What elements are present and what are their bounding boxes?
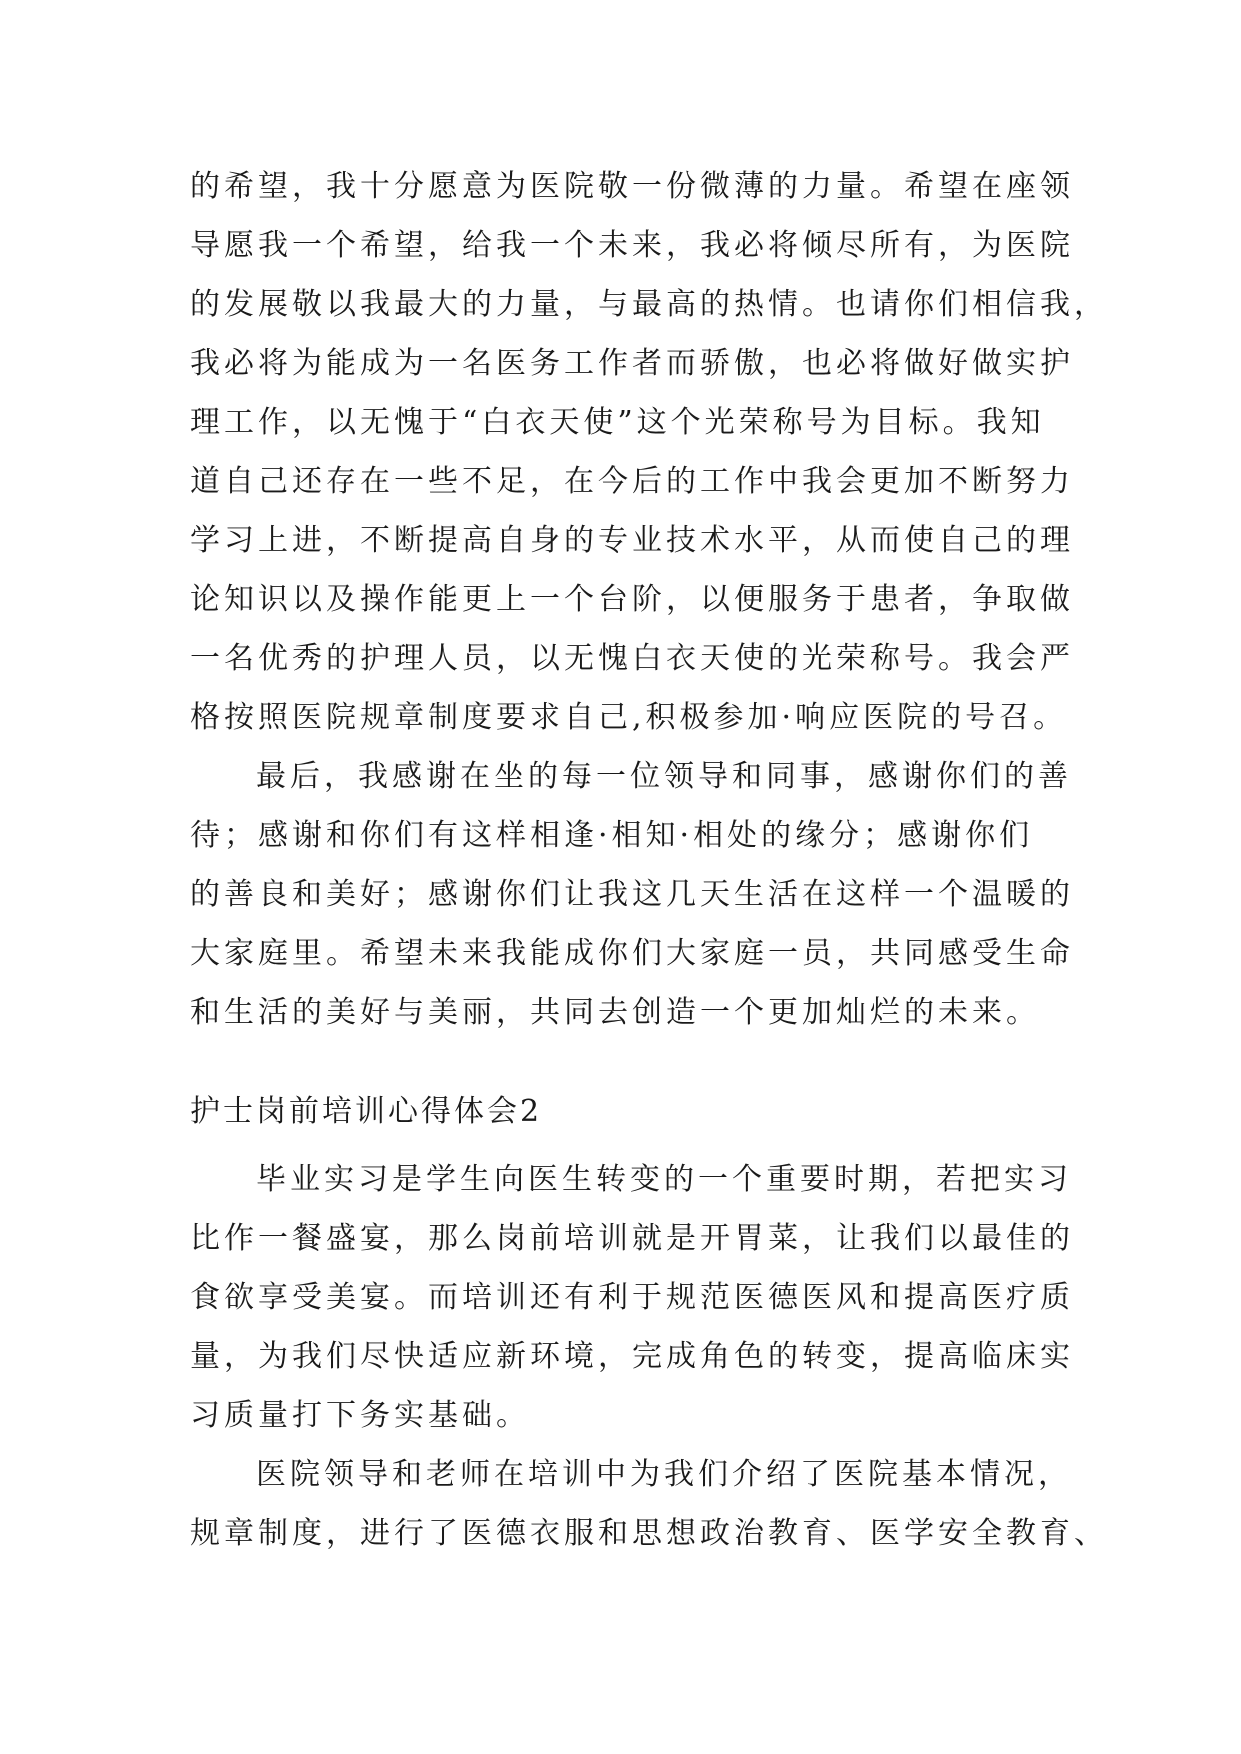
text-line: 论知识以及操作能更上一个台阶，以便服务于患者，争取做 — [190, 582, 1074, 617]
text-line: 规章制度，进行了医德衣服和思想政治教育、医学安全教育、 — [190, 1516, 1108, 1551]
text-line: 食欲享受美宴。而培训还有利于规范医德医风和提高医疗质 — [190, 1280, 1074, 1315]
text-line: 的发展敬以我最大的力量，与最高的热情。也请你们相信我， — [190, 287, 1108, 322]
text-line: 格按照医院规章制度要求自己,积极参加·响应医院的号召。 — [190, 700, 1068, 735]
paragraph-start-line: 最后，我感谢在坐的每一位领导和同事，感谢你们的善 — [256, 759, 1072, 794]
text-line: 导愿我一个希望，给我一个未来，我必将倾尽所有，为医院 — [190, 228, 1074, 263]
text-line: 的希望，我十分愿意为医院敬一份微薄的力量。希望在座领 — [190, 169, 1074, 204]
text-line: 比作一餐盛宴，那么岗前培训就是开胃菜，让我们以最佳的 — [190, 1221, 1074, 1256]
document-body-section-1 — [190, 157, 1108, 1042]
text-line: 学习上进，不断提高自身的专业技术水平，从而使自己的理 — [190, 523, 1074, 558]
paragraph-start-line: 毕业实习是学生向医生转变的一个重要时期，若把实习 — [256, 1162, 1072, 1197]
text-line: 的善良和美好；感谢你们让我这几天生活在这样一个温暖的 — [190, 877, 1074, 912]
text-line: 待；感谢和你们有这样相逢·相知·相处的缘分；感谢你们 — [190, 818, 1034, 853]
text-line: 习质量打下务实基础。 — [190, 1398, 530, 1433]
text-line: 我必将为能成为一名医务工作者而骄傲，也必将做好做实护 — [190, 346, 1074, 381]
text-line: 和生活的美好与美丽，共同去创造一个更加灿烂的未来。 — [190, 995, 1040, 1030]
document-body-section-2 — [190, 1150, 1108, 1563]
text-line: 理工作，以无愧于“白衣天使”这个光荣称号为目标。我知 — [190, 405, 1045, 440]
paragraph-start-line: 医院领导和老师在培训中为我们介绍了医院基本情况， — [256, 1457, 1072, 1492]
text-line: 量，为我们尽快适应新环境，完成角色的转变，提高临床实 — [190, 1339, 1074, 1374]
text-line: 道自己还存在一些不足，在今后的工作中我会更加不断努力 — [190, 464, 1074, 499]
text-line: 大家庭里。希望未来我能成你们大家庭一员，共同感受生命 — [190, 936, 1074, 971]
section-heading: 护士岗前培训心得体会2 — [190, 1094, 543, 1129]
text-line: 一名优秀的护理人员，以无愧白衣天使的光荣称号。我会严 — [190, 641, 1074, 676]
